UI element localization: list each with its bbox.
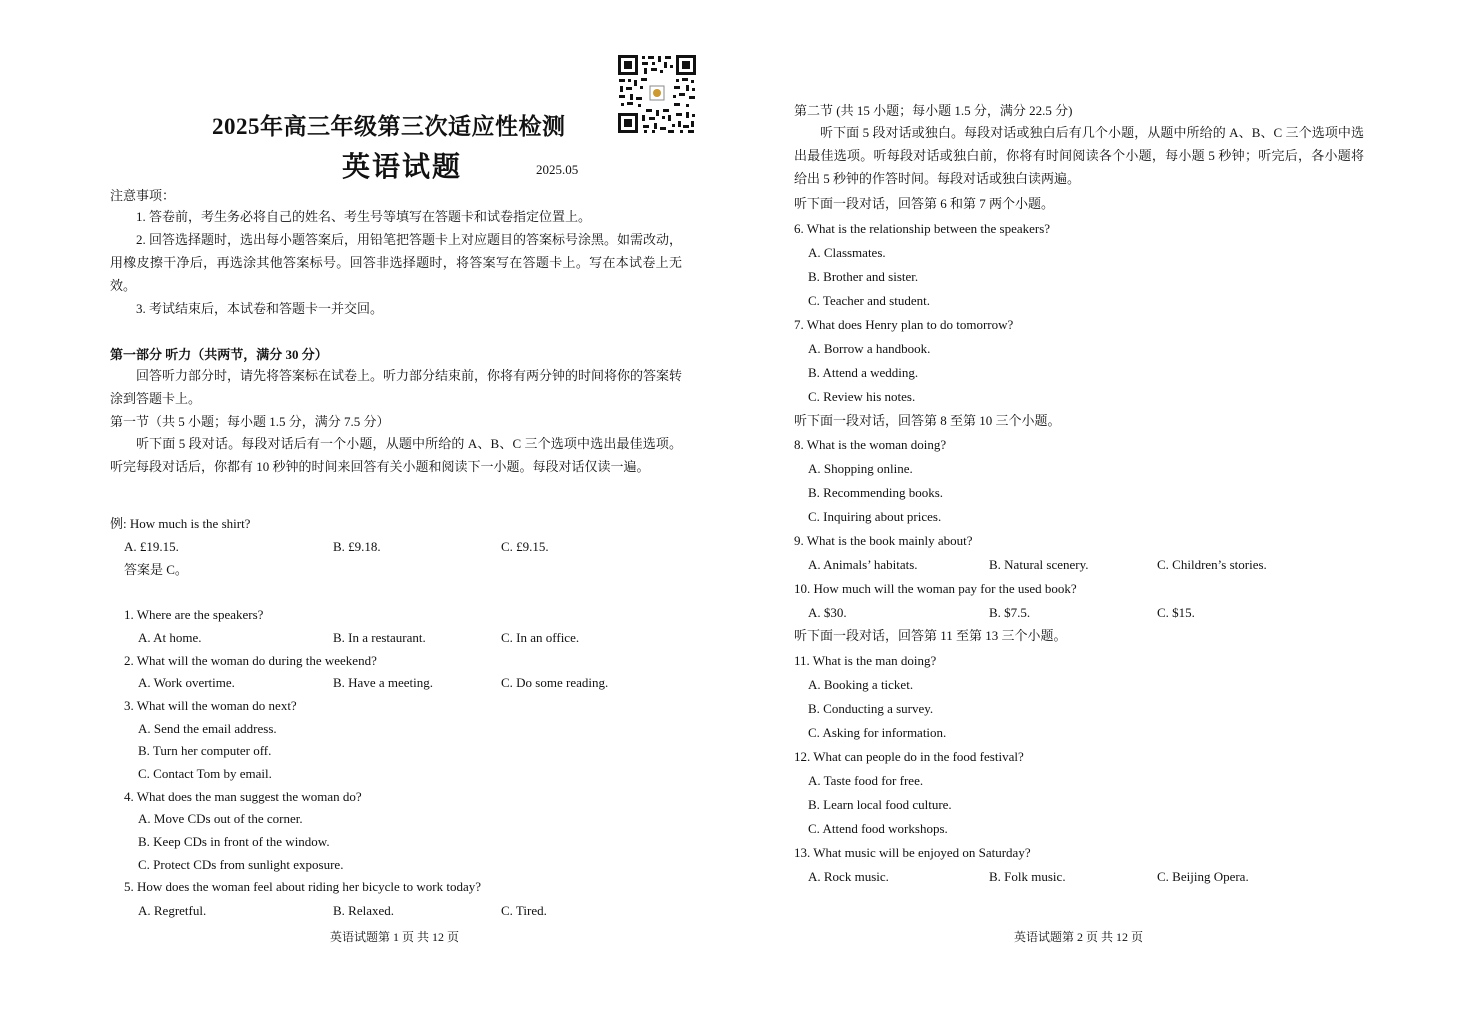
- q1-option-c: C. In an office.: [501, 630, 580, 645]
- question-1: 1. Where are the speakers?: [124, 607, 264, 622]
- notes-heading: 注意事项：: [110, 188, 176, 203]
- q8-option-a: A. Shopping online.: [808, 461, 913, 476]
- q7-option-c: C. Review his notes.: [808, 389, 916, 404]
- question-8: 8. What is the woman doing?: [794, 437, 947, 452]
- q3-option-b: B. Turn her computer off.: [138, 743, 272, 758]
- qr-code: [616, 53, 698, 135]
- q5-option-b: B. Relaxed.: [333, 903, 395, 918]
- q6-option-a: A. Classmates.: [808, 245, 886, 260]
- q1-option-a: A. At home.: [138, 630, 202, 645]
- group-intro-6-7: 听下面一段对话，回答第 6 和第 7 两个小题。: [794, 196, 1055, 211]
- q4-option-b: B. Keep CDs in front of the window.: [138, 834, 330, 849]
- section2-heading: 第二节 (共 15 小题；每小题 1.5 分，满分 22.5 分): [794, 103, 1073, 118]
- q12-option-a: A. Taste food for free.: [808, 773, 924, 788]
- section1-heading: 第一节（共 5 小题；每小题 1.5 分，满分 7.5 分）: [110, 414, 390, 429]
- part1-instructions: 回答听力部分时，请先将答案标在试卷上。听力部分结束前，你将有两分钟的时间将你的答案转涂到答题卡上。: [110, 368, 683, 406]
- question-7: 7. What does Henry plan to do tomorrow?: [794, 317, 1014, 332]
- example-option-b: B. £9.18.: [333, 539, 381, 554]
- exam-subject: 英语试题: [342, 152, 463, 183]
- question-13: 13. What music will be enjoyed on Saturday?: [794, 845, 1031, 860]
- question-4: 4. What does the man suggest the woman do?: [124, 789, 362, 804]
- question-11: 11. What is the man doing?: [794, 653, 937, 668]
- q7-option-b: B. Attend a wedding.: [808, 365, 919, 380]
- q6-option-c: C. Teacher and student.: [808, 293, 930, 308]
- q8-option-b: B. Recommending books.: [808, 485, 944, 500]
- q6-option-b: B. Brother and sister.: [808, 269, 919, 284]
- q9-option-b: B. Natural scenery.: [989, 557, 1089, 572]
- q12-option-b: B. Learn local food culture.: [808, 797, 952, 812]
- page-footer-2: 英语试题第 2 页 共 12 页: [1014, 930, 1144, 944]
- q8-option-c: C. Inquiring about prices.: [808, 509, 942, 524]
- example-option-c: C. £9.15.: [501, 539, 549, 554]
- q13-option-b: B. Folk music.: [989, 869, 1066, 884]
- question-3: 3. What will the woman do next?: [124, 698, 297, 713]
- note-1: 1. 答卷前，考生务必将自己的姓名、考生号等填写在答题卡和试卷指定位置上。: [136, 209, 592, 224]
- q9-option-c: C. Children’s stories.: [1157, 557, 1267, 572]
- section1-instructions: 听下面 5 段对话。每段对话后有一个小题，从题中所给的 A、B、C 三个选项中选出最佳选项。听完每段对话后，你都有 10 秒钟的时间来回答有关小题和阅读下一小题。每段对话仅读一遍。: [110, 436, 682, 474]
- section2-instructions: 听下面 5 段对话或独白。每段对话或独白后有几个小题，从题中所给的 A、B、C 三个选项中选出最佳选项。听每段对话或独白前，你将有时间阅读各个小题，每小题 5 秒钟；听完后，各小题将给出 5 秒钟的作答时间。每段对话或独白读两遍。: [794, 125, 1364, 186]
- example-question: 例: How much is the shirt?: [110, 516, 251, 531]
- q5-option-c: C. Tired.: [501, 903, 547, 918]
- q1-option-b: B. In a restaurant.: [333, 630, 426, 645]
- q2-option-b: B. Have a meeting.: [333, 675, 433, 690]
- note-2: 2. 回答选择题时，选出每小题答案后，用铅笔把答题卡上对应题目的答案标号涂黑。如需改动，用橡皮擦干净后，再选涂其他答案标号。回答非选择题时，将答案写在答题卡上。写在本试卷上无效。: [110, 232, 683, 293]
- question-6: 6. What is the relationship between the speakers?: [794, 221, 1051, 236]
- example-option-a: A. £19.15.: [124, 539, 179, 554]
- question-5: 5. How does the woman feel about riding her bicycle to work today?: [124, 879, 482, 894]
- q13-option-a: A. Rock music.: [808, 869, 889, 884]
- q4-option-c: C. Protect CDs from sunlight exposure.: [138, 857, 344, 872]
- q10-option-c: C. $15.: [1157, 605, 1195, 620]
- group-intro-8-10: 听下面一段对话，回答第 8 至第 10 三个小题。: [794, 413, 1061, 428]
- q3-option-a: A. Send the email address.: [138, 721, 277, 736]
- q12-option-c: C. Attend food workshops.: [808, 821, 948, 836]
- q2-option-a: A. Work overtime.: [138, 675, 235, 690]
- question-12: 12. What can people do in the food festival?: [794, 749, 1024, 764]
- group-intro-11-13: 听下面一段对话，回答第 11 至第 13 三个小题。: [794, 628, 1067, 643]
- part1-heading: 第一部分 听力（共两节，满分 30 分）: [110, 347, 328, 362]
- q11-option-b: B. Conducting a survey.: [808, 701, 934, 716]
- note-3: 3. 考试结束后，本试卷和答题卡一并交回。: [136, 301, 384, 316]
- question-2: 2. What will the woman do during the weekend?: [124, 653, 377, 668]
- q7-option-a: A. Borrow a handbook.: [808, 341, 931, 356]
- q10-option-b: B. $7.5.: [989, 605, 1031, 620]
- q11-option-c: C. Asking for information.: [808, 725, 947, 740]
- example-answer: 答案是 C。: [124, 562, 188, 577]
- question-9: 9. What is the book mainly about?: [794, 533, 973, 548]
- q5-option-a: A. Regretful.: [138, 903, 207, 918]
- question-10: 10. How much will the woman pay for the used book?: [794, 581, 1077, 596]
- q13-option-c: C. Beijing Opera.: [1157, 869, 1249, 884]
- page-footer-1: 英语试题第 1 页 共 12 页: [330, 930, 460, 944]
- q10-option-a: A. $30.: [808, 605, 847, 620]
- q2-option-c: C. Do some reading.: [501, 675, 609, 690]
- q3-option-c: C. Contact Tom by email.: [138, 766, 272, 781]
- q9-option-a: A. Animals’ habitats.: [808, 557, 918, 572]
- q11-option-a: A. Booking a ticket.: [808, 677, 914, 692]
- q4-option-a: A. Move CDs out of the corner.: [138, 811, 303, 826]
- exam-title: 2025年高三年级第三次适应性检测: [212, 114, 566, 139]
- exam-date: 2025.05: [536, 162, 579, 177]
